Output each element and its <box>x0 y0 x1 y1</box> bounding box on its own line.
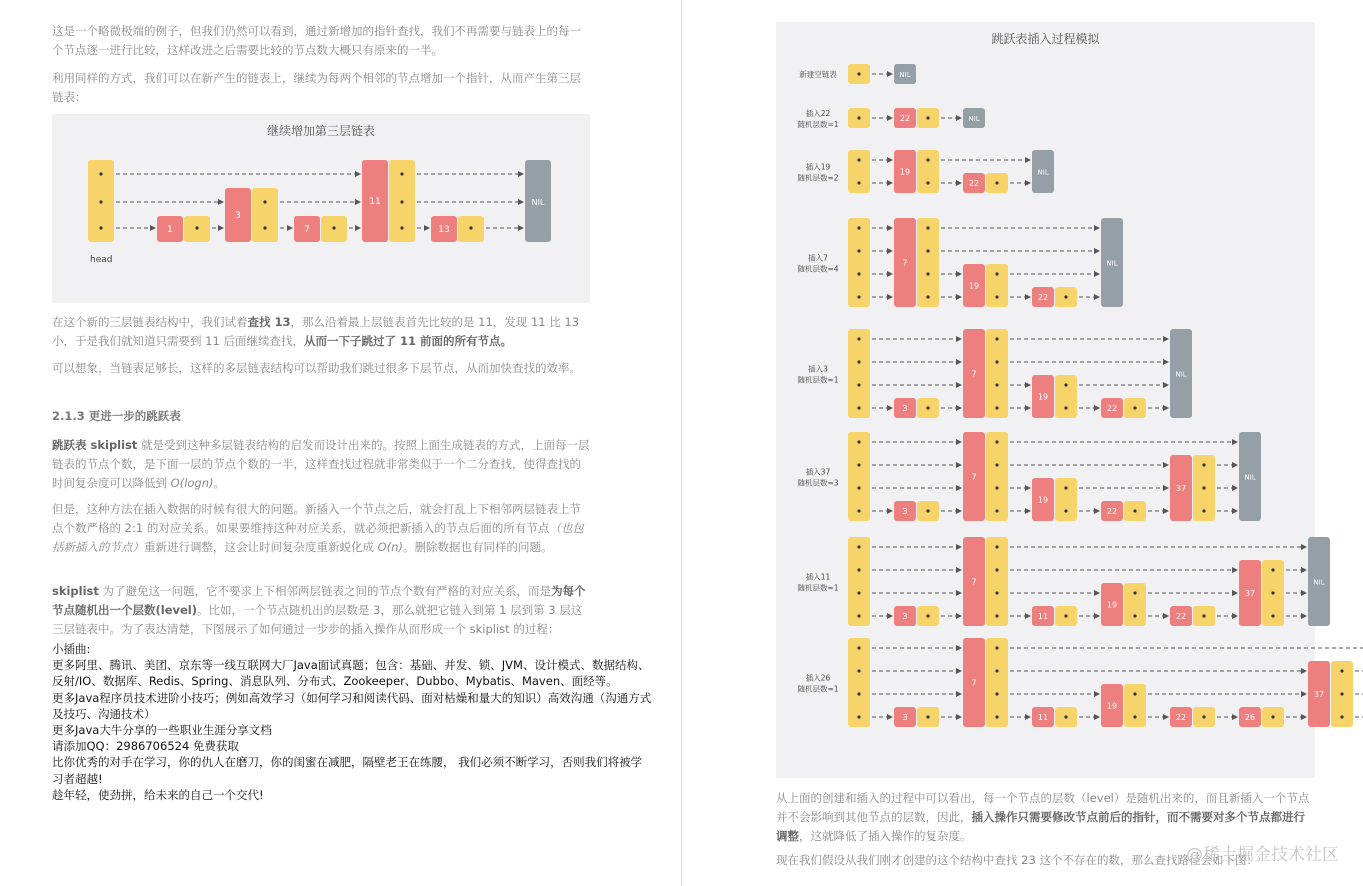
step-label: 插入3 <box>808 364 828 374</box>
head-node <box>848 432 870 521</box>
node-value: 19 <box>1037 392 1049 402</box>
head-label: head <box>90 255 113 265</box>
head-node <box>848 218 870 307</box>
node-value: 19 <box>899 167 911 177</box>
node-value: 19 <box>1106 600 1118 610</box>
node-value: 37 <box>1313 690 1325 699</box>
step-level-label: 随机层数=1 <box>797 684 839 694</box>
pointer-column <box>986 638 1008 727</box>
step-label: 插入26 <box>805 673 831 683</box>
pointer-column <box>1124 684 1146 727</box>
pointer-dot <box>857 669 860 672</box>
node-value: 37 <box>1175 484 1187 493</box>
nil-label: NIL <box>531 198 545 207</box>
pointer-dot <box>857 440 860 443</box>
pointer-dot <box>857 295 860 298</box>
step-label: 插入22 <box>805 109 831 118</box>
pointer-dot <box>995 568 998 571</box>
pointer-dot <box>1133 692 1136 695</box>
pointer-dot <box>1064 614 1067 617</box>
pointer-dot <box>857 614 860 617</box>
pointer-dot <box>400 226 403 229</box>
pointer-dot <box>995 715 998 718</box>
pointer-column <box>252 188 278 242</box>
pointer-dot <box>1202 463 1205 466</box>
pointer-dot <box>926 614 929 617</box>
node-value: 19 <box>968 281 980 291</box>
pointer-dot <box>857 715 860 718</box>
node-value: 7 <box>971 577 977 587</box>
pointer-dot <box>99 200 102 203</box>
pointer-dot <box>857 486 860 489</box>
node-value: 22 <box>968 179 980 188</box>
node-value: 13 <box>438 225 450 235</box>
node-value: 22 <box>1106 404 1118 413</box>
step-level-label: 随机层数=1 <box>797 375 839 385</box>
insert-process-diagram <box>776 22 1325 778</box>
pointer-column <box>1124 583 1146 626</box>
node-value: 19 <box>1106 701 1118 711</box>
paragraph-9: 现在我们假设从我们刚才创建的这个结构中查找 23 这个不存在的数，那么查找路径会如下图： <box>776 853 1258 867</box>
step-label: 插入37 <box>805 467 831 477</box>
pointer-dot <box>995 509 998 512</box>
pointer-dot <box>1064 486 1067 489</box>
nil-label: NIL <box>899 71 911 79</box>
pointer-dot <box>857 646 860 649</box>
pointer-dot <box>926 295 929 298</box>
head-node <box>848 537 870 626</box>
step-label: 插入7 <box>808 253 828 263</box>
insert-process-figure <box>776 22 1325 778</box>
pointer-dot <box>1064 383 1067 386</box>
pointer-dot <box>1064 406 1067 409</box>
pointer-column <box>986 432 1008 521</box>
pointer-dot <box>926 272 929 275</box>
pointer-dot <box>857 692 860 695</box>
paragraph-5: 跳跃表 skiplist 就是受到这种多层链表结构的启发而设计出来的。按照上面生成链表的方式，上面每一层链表的节点个数，是下面一层的节点个数的一半，这样查找过程就非常类似于一个二分查找，使得查找的时间复杂度可以降低到 O(logn)。 <box>52 438 590 490</box>
node-value: 7 <box>304 225 310 235</box>
page-divider <box>681 0 682 886</box>
head-node <box>848 150 870 193</box>
pointer-column <box>917 218 939 307</box>
pointer-dot <box>926 509 929 512</box>
node-value: 3 <box>902 507 908 516</box>
note-line: 更多Java大牛分享的一些职业生涯分享文档 <box>52 723 272 738</box>
pointer-dot <box>857 509 860 512</box>
pointer-dot <box>1271 614 1274 617</box>
pointer-dot <box>995 337 998 340</box>
step-label: 新建空链表 <box>799 70 837 79</box>
figure-title: 跳跃表插入过程模拟 <box>991 32 1100 46</box>
node-value: 11 <box>1037 713 1049 722</box>
pointer-dot <box>995 669 998 672</box>
node-value: 22 <box>1175 612 1187 621</box>
pointer-dot <box>857 272 860 275</box>
three-level-list-diagram <box>52 114 590 303</box>
pointer-dot <box>1133 591 1136 594</box>
pointer-column <box>986 264 1008 307</box>
pointer-dot <box>1271 715 1274 718</box>
pointer-dot <box>926 181 929 184</box>
step-level-label: 随机层数=4 <box>797 264 839 274</box>
pointer-dot <box>926 116 929 119</box>
node-value: 7 <box>902 258 908 268</box>
section-heading: 2.1.3 更进一步的跳跃表 <box>52 409 181 423</box>
node-value: 11 <box>369 197 381 207</box>
pointer-dot <box>1202 614 1205 617</box>
node-value: 11 <box>1037 612 1049 621</box>
pointer-dot <box>995 383 998 386</box>
nil-label: NIL <box>968 115 980 123</box>
paragraph-6: 但是，这种方法在插入数据的时候有很大的问题。新插入一个节点之后，就会打乱上下相邻两层链表上节点个数严格的 2:1 的对应关系。如果要维持这种对应关系，就必须把新插入的节点后面的所有节点（也包括新插入的节点）重新进行调整，这会让时间复杂度重新蜕化成 O(n)。删除数据也有同样的问题。 <box>52 502 584 554</box>
note-line: 更多阿里、腾讯、美团、京东等一线互联网大厂Java面试真题；包含：基础、并发、锁、JVM、设计模式、数据结构、反射/IO、数据库、Redis、Spring、消息队列、分布式、Zookeeper、Dubbo、Mybatis、Maven、面经等。 <box>52 658 650 689</box>
pointer-dot <box>995 406 998 409</box>
pointer-dot <box>857 226 860 229</box>
watermark: @稀土掘金技术社区 <box>1186 845 1339 865</box>
node-value: 3 <box>235 211 241 221</box>
pointer-dot <box>195 226 198 229</box>
figure-title: 继续增加第三层链表 <box>266 124 375 138</box>
step-level-label: 随机层数=3 <box>797 478 839 488</box>
node-value: 26 <box>1244 713 1256 722</box>
pointer-dot <box>995 646 998 649</box>
pointer-dot <box>926 158 929 161</box>
pointer-dot <box>857 545 860 548</box>
pointer-dot <box>995 440 998 443</box>
step-level-label: 随机层数=2 <box>797 173 839 183</box>
pointer-dot <box>263 226 266 229</box>
paragraph-2: 利用同样的方式，我们可以在新产生的链表上，继续为每两个相邻的节点增加一个指针，从而产生第三层链表： <box>52 71 581 104</box>
nil-label: NIL <box>1175 370 1187 379</box>
pointer-dot <box>857 116 860 119</box>
note-line: 趁年轻，使劲拼，给未来的自己一个交代! <box>52 787 264 802</box>
pointer-dot <box>99 172 102 175</box>
three-level-list-figure <box>52 114 590 303</box>
pointer-dot <box>1340 692 1343 695</box>
pointer-dot <box>857 463 860 466</box>
head-node <box>848 638 870 727</box>
pointer-dot <box>1202 509 1205 512</box>
paragraph-1: 这是一个略微极端的例子，但我们仍然可以看到，通过新增加的指针查找，我们不再需要与链表上的每一个节点逐一进行比较，这样改进之后需要比较的节点数大概只有原来的一半。 <box>52 24 581 57</box>
pointer-dot <box>1202 715 1205 718</box>
pointer-dot <box>995 692 998 695</box>
pointer-dot <box>263 200 266 203</box>
pointer-dot <box>400 172 403 175</box>
pointer-dot <box>1133 614 1136 617</box>
pointer-dot <box>926 226 929 229</box>
step-label: 插入19 <box>805 162 831 172</box>
pointer-dot <box>857 591 860 594</box>
pointer-dot <box>469 226 472 229</box>
pointer-dot <box>926 249 929 252</box>
pointer-dot <box>1064 295 1067 298</box>
node-value: 7 <box>971 472 977 482</box>
paragraph-3: 在这个新的三层链表结构中，我们试着查找 13，那么沿着最上层链表首先比较的是 11，发现 11 比 13 小，于是我们就知道只需要到 11 后面继续查找，从而一下子跳过了 11 前面的所有节点。 <box>52 315 580 348</box>
pointer-dot <box>1202 486 1205 489</box>
promo-note <box>52 641 652 803</box>
pointer-dot <box>926 406 929 409</box>
pointer-dot <box>995 545 998 548</box>
note-line: 比你优秀的对手在学习，你的仇人在磨刀，你的闺蜜在减肥，隔壁老王在练腰， 我们必须不断学习，否则我们将被学习者超越! <box>52 755 643 786</box>
node-value: 3 <box>902 404 908 413</box>
pointer-dot <box>995 591 998 594</box>
node-value: 7 <box>971 369 977 379</box>
pointer-dot <box>995 486 998 489</box>
pointer-dot <box>332 226 335 229</box>
note-line: 更多Java程序员技术进阶小技巧；例如高效学习（如何学习和阅读代码、面对枯燥和量大的知识）高效沟通（沟通方式及技巧、沟通技术） <box>52 690 652 721</box>
pointer-dot <box>1271 591 1274 594</box>
node-value: 7 <box>971 678 977 688</box>
node-value: 37 <box>1244 589 1256 598</box>
pointer-dot <box>1340 715 1343 718</box>
head-node <box>848 329 870 418</box>
pointer-dot <box>99 226 102 229</box>
step-label: 插入11 <box>805 572 831 582</box>
node-value: 22 <box>1106 507 1118 516</box>
pointer-dot <box>926 715 929 718</box>
pointer-dot <box>1064 715 1067 718</box>
pointer-dot <box>995 614 998 617</box>
nil-label: NIL <box>1313 578 1325 587</box>
pointer-dot <box>857 249 860 252</box>
pointer-dot <box>995 295 998 298</box>
node-value: 19 <box>1037 495 1049 505</box>
pointer-dot <box>857 72 860 75</box>
pointer-dot <box>995 360 998 363</box>
pointer-dot <box>857 360 860 363</box>
pointer-dot <box>857 337 860 340</box>
pointer-dot <box>1340 669 1343 672</box>
pointer-dot <box>995 272 998 275</box>
paragraph-8: 从上面的创建和插入的过程中可以看出，每一个节点的层数（level）是随机出来的，而且新插入一个节点并不会影响到其他节点的层数，因此，插入操作只需要修改节点前后的指针，而不需要对多个节点都进行调整，这就降低了插入操作的复杂度。 <box>776 791 1310 843</box>
pointer-dot <box>857 383 860 386</box>
pointer-column <box>986 537 1008 626</box>
note-line: 小插曲: <box>52 642 91 656</box>
node-value: 22 <box>1175 713 1187 722</box>
pointer-dot <box>857 568 860 571</box>
pointer-dot <box>857 406 860 409</box>
nil-label: NIL <box>1037 168 1049 177</box>
pointer-dot <box>1064 509 1067 512</box>
pointer-column <box>917 150 939 193</box>
pointer-dot <box>1133 509 1136 512</box>
pointer-column <box>1055 478 1077 521</box>
node-value: 22 <box>1037 293 1049 302</box>
node-value: 1 <box>167 225 173 235</box>
pointer-dot <box>1133 715 1136 718</box>
note-line: 请添加QQ：2986706524 免费获取 <box>52 739 239 754</box>
pointer-dot <box>1133 406 1136 409</box>
pointer-column <box>986 329 1008 418</box>
nil-label: NIL <box>1106 259 1118 268</box>
node-value: 3 <box>902 612 908 621</box>
node-value: 3 <box>902 713 908 722</box>
pointer-dot <box>400 200 403 203</box>
pointer-dot <box>857 181 860 184</box>
step-level-label: 随机层数=1 <box>797 583 839 593</box>
pointer-dot <box>1271 568 1274 571</box>
paragraph-7: skiplist 为了避免这一问题，它不要求上下相邻两层链表之间的节点个数有严格的对应关系，而是为每个节点随机出一个层数(level)。比如，一个节点随机出的层数是 3，那么就把它链入到第 1 层到第 3 层这三层链表中。为了表达清楚，下图展示了如何通过一步步的插入操作从而形成一个 skiplist 的过程： <box>52 584 586 636</box>
pointer-dot <box>857 158 860 161</box>
pointer-dot <box>995 181 998 184</box>
paragraph-4: 可以想象，当链表足够长，这样的多层链表结构可以帮助我们跳过很多下层节点，从而加快查找的效率。 <box>52 361 581 375</box>
step-level-label: 随机层数=1 <box>797 120 839 129</box>
nil-label: NIL <box>1244 473 1256 482</box>
pointer-dot <box>995 463 998 466</box>
pointer-column <box>1055 375 1077 418</box>
node-value: 22 <box>899 114 911 123</box>
